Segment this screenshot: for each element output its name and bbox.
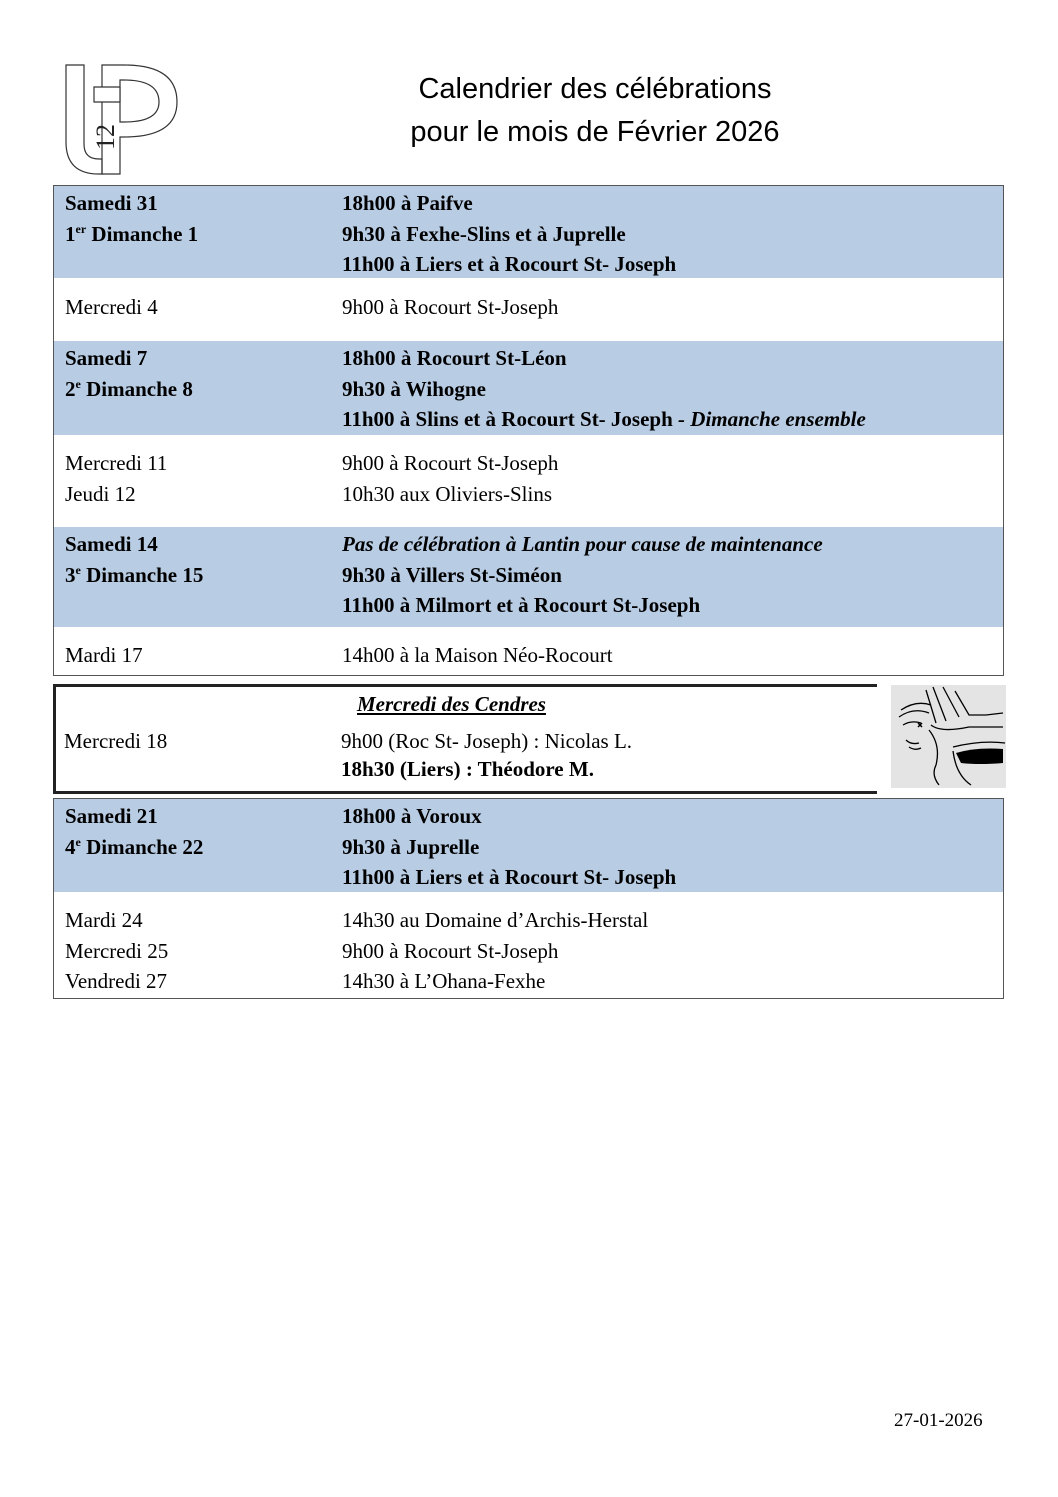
schedule-row — [54, 529, 1003, 560]
title-line-1: Calendrier des célébrations — [418, 73, 772, 105]
document-date: 27-01-2026 — [894, 1410, 983, 1431]
schedule-row — [54, 448, 1003, 479]
day-label: Mercredi 18 — [64, 728, 168, 753]
day-label: Samedi 7 — [65, 346, 148, 370]
day-label: Mercredi 11 — [65, 451, 168, 475]
event-text: 18h00 à Rocourt St-Léon — [342, 346, 567, 370]
schedule-row — [56, 687, 877, 720]
schedule-row — [54, 640, 1003, 671]
weekday-section — [54, 435, 1003, 509]
event-text: 9h00 à Rocourt St-Joseph — [342, 938, 559, 963]
day-label: Samedi 21 — [65, 804, 158, 828]
event-text: 9h00 à Rocourt St-Joseph — [342, 295, 559, 319]
event-text: 14h00 à la Maison Néo-Rocourt — [342, 643, 613, 667]
event-text: 10h30 aux Oliviers-Slins — [342, 481, 552, 506]
schedule-row — [54, 343, 1003, 374]
page-title — [340, 68, 850, 154]
ash-wednesday-heading: Mercredi des Cendres — [357, 692, 546, 716]
day-label: 2e Dimanche 8 — [65, 376, 193, 401]
day-label: Samedi 31 — [65, 191, 158, 215]
event-text: 11h00 à Liers et à Rocourt St- Joseph — [342, 252, 677, 276]
day-label: 4e Dimanche 22 — [65, 834, 204, 859]
weekday-section — [54, 892, 1003, 997]
week-block-4 — [53, 798, 1004, 999]
weekend-section — [54, 799, 1003, 892]
day-label: 3e Dimanche 15 — [65, 562, 204, 587]
event-text: 9h30 à Villers St-Siméon — [342, 562, 562, 587]
logo-number: 12 — [91, 124, 120, 150]
weekend-section — [54, 341, 1003, 435]
event-text: 11h00 à Slins et à Rocourt St- Joseph - Dimanche ensemble — [342, 407, 866, 431]
schedule-row — [54, 590, 1003, 621]
day-label: Vendredi 27 — [65, 969, 168, 993]
schedule-row — [54, 966, 1003, 997]
schedule-row — [54, 832, 1003, 863]
schedule-row — [54, 801, 1003, 832]
schedule-row — [56, 726, 877, 757]
week-block-2 — [53, 341, 1004, 527]
event-text: 18h00 à Voroux — [342, 804, 482, 828]
event-text: 9h00 (Roc St- Joseph) : Nicolas L. — [341, 728, 633, 753]
schedule-row — [54, 404, 1003, 435]
event-text: 9h30 à Juprelle — [342, 834, 480, 859]
schedule-row — [56, 754, 877, 785]
day-label: 1er Dimanche 1 — [65, 221, 199, 246]
event-text: 9h30 à Fexhe-Slins et à Juprelle — [342, 221, 626, 246]
event-text: 9h30 à Wihogne — [342, 376, 486, 401]
day-label: Jeudi 12 — [65, 481, 136, 506]
event-text: 18h30 (Liers) : Théodore M. — [341, 757, 594, 781]
day-label: Mardi 24 — [65, 908, 143, 932]
schedule-row — [54, 219, 1003, 250]
schedule-row — [54, 249, 1003, 280]
event-note: - Dimanche ensemble — [672, 407, 866, 431]
weekend-section — [54, 527, 1003, 627]
schedule-row — [54, 188, 1003, 219]
schedule-row — [54, 374, 1003, 405]
week-block-3 — [53, 527, 1004, 676]
up12-logo — [62, 62, 182, 177]
title-line-2: pour le mois de Février 2026 — [410, 116, 780, 148]
event-text: 14h30 à L’Ohana-Fexhe — [342, 969, 546, 993]
day-label: Mercredi 4 — [65, 295, 158, 319]
event-text: Pas de célébration à Lantin pour cause de maintenance — [342, 532, 823, 556]
day-label: Mercredi 25 — [65, 938, 169, 963]
week-block-1 — [53, 185, 1004, 345]
event-text: 14h30 au Domaine d’Archis-Herstal — [342, 908, 649, 932]
event-text: 18h00 à Paifve — [342, 191, 473, 215]
weekend-section — [54, 186, 1003, 278]
day-label: Mardi 17 — [65, 643, 143, 667]
schedule-row — [54, 905, 1003, 936]
event-text: 11h00 à Liers et à Rocourt St- Joseph — [342, 865, 677, 889]
schedule-row — [54, 479, 1003, 510]
schedule-row — [54, 936, 1003, 967]
weekday-section — [54, 278, 1003, 323]
ash-wednesday-box — [53, 684, 877, 794]
ashes-cross-forehead-icon — [891, 685, 1006, 788]
weekday-section — [54, 627, 1003, 671]
schedule-row — [54, 560, 1003, 591]
schedule-row — [54, 862, 1003, 893]
event-text: 11h00 à Milmort et à Rocourt St-Joseph — [342, 593, 701, 617]
schedule-row — [54, 292, 1003, 323]
day-label: Samedi 14 — [65, 532, 158, 556]
event-text: 9h00 à Rocourt St-Joseph — [342, 451, 559, 475]
